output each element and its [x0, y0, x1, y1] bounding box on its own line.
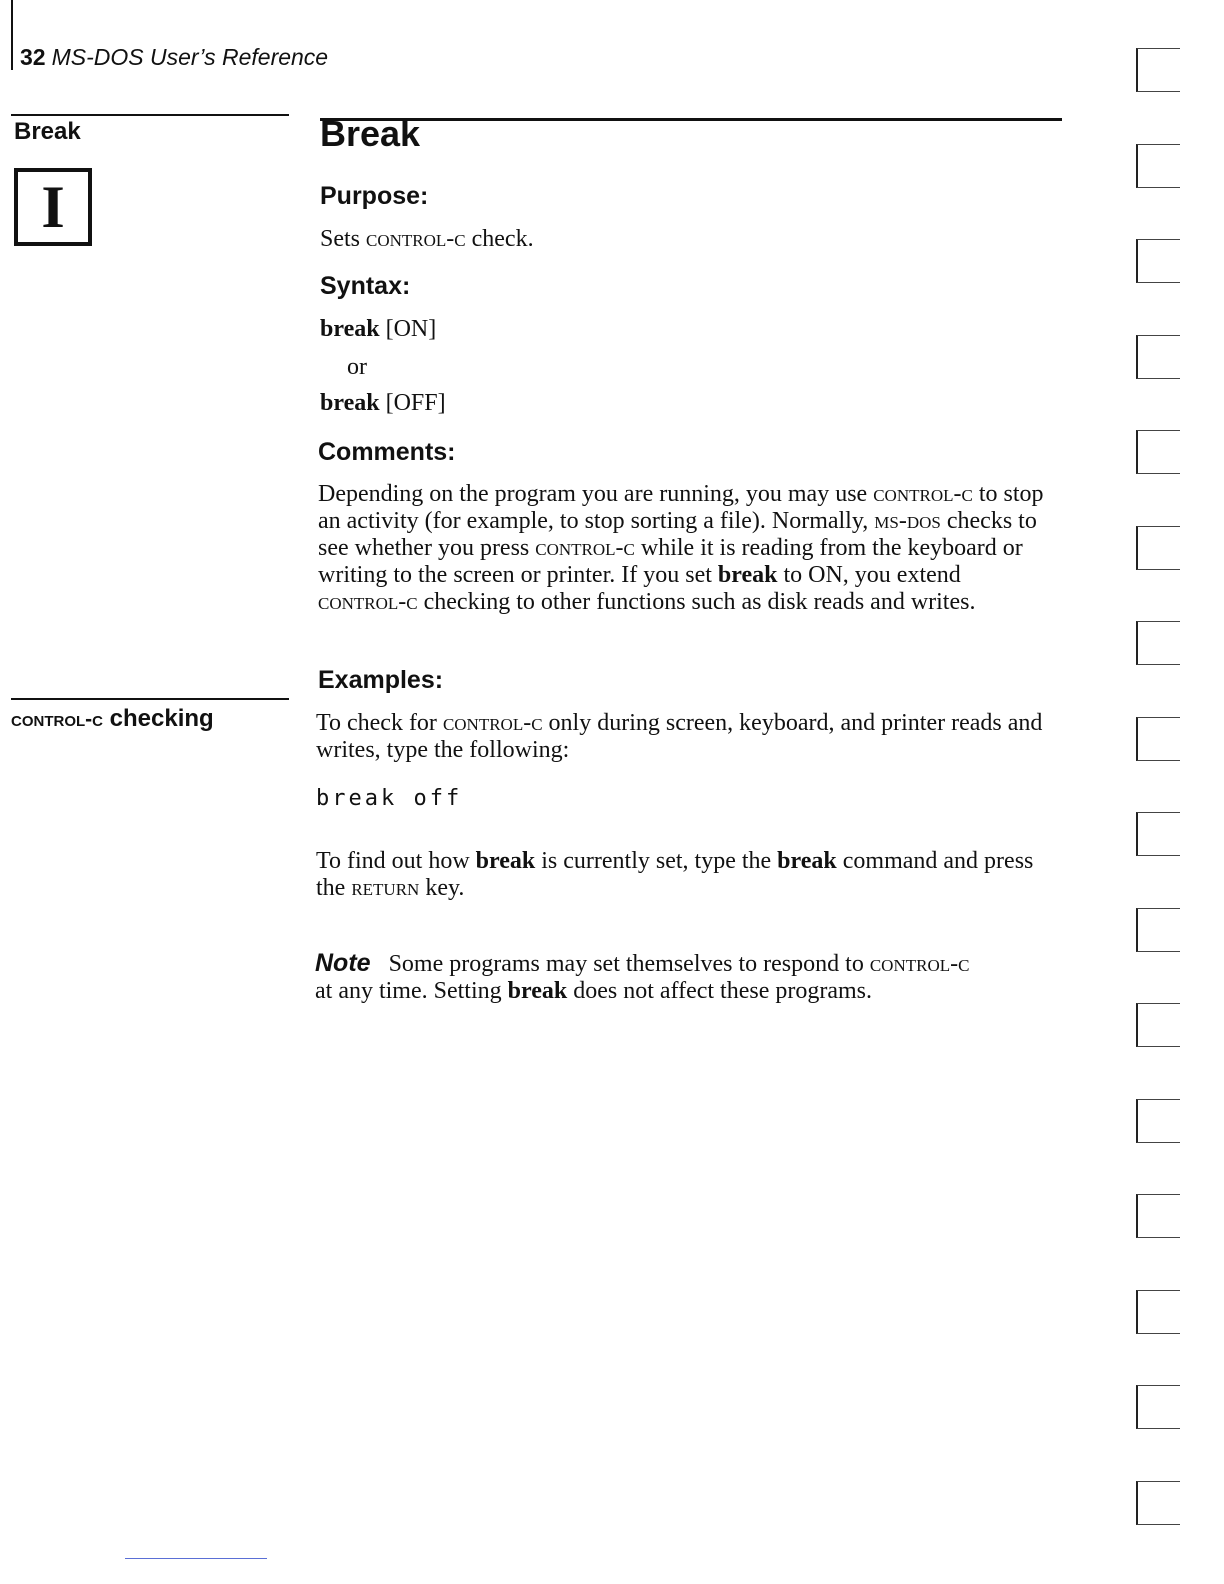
- binder-tab-mark: [1136, 1003, 1180, 1047]
- purpose-text: Sets control-c check.: [320, 226, 534, 252]
- binder-tab-mark: [1136, 1194, 1180, 1238]
- sidebar-control-c-sc: control-c: [11, 708, 103, 731]
- binder-tab-mark: [1136, 239, 1180, 283]
- part-marker-box: [14, 168, 92, 246]
- binder-tab-mark: [1136, 1099, 1180, 1143]
- binder-tab-mark: [1136, 1385, 1180, 1429]
- sidebar-break-label: Break: [14, 118, 81, 145]
- examples-heading: Examples:: [318, 666, 444, 694]
- binder-tab-mark: [1136, 144, 1180, 188]
- syntax-or: or: [347, 354, 367, 380]
- binder-tab-mark: [1136, 908, 1180, 952]
- sidebar-rule: [11, 698, 289, 700]
- syntax-line-off: break [OFF]: [320, 390, 446, 416]
- binder-tab-mark: [1136, 430, 1180, 474]
- binder-tab-mark: [1136, 1290, 1180, 1334]
- running-head: [20, 44, 328, 71]
- sidebar-control-c-rest: checking: [102, 705, 214, 732]
- sidebar-control-c-label: [11, 705, 214, 733]
- binder-tab-mark: [1136, 526, 1180, 570]
- note-text: Note Some programs may set themselves to respond to control-c at any time. Setting break does not affect these programs.: [315, 949, 970, 1004]
- page-edge-line: [11, 0, 13, 70]
- syntax-line-on: break [ON]: [320, 316, 437, 342]
- sidebar-rule: [11, 114, 289, 116]
- part-marker: I: [41, 174, 65, 240]
- code-example: break off: [316, 786, 463, 811]
- binder-tab-mark: [1136, 48, 1180, 92]
- bottom-scan-line: [125, 1558, 267, 1559]
- binder-tab-mark: [1136, 621, 1180, 665]
- binder-tab-mark: [1136, 717, 1180, 761]
- page-number: 32: [20, 44, 46, 70]
- comments-text: Depending on the program you are running, you may use control-c to stop an activity (for example, to stop sorting a file). Normally, ms-dos checks to see whether you press control-c while it is reading from the keyboard or writing to the screen or printer. If you set break to ON, you extend control-c checking to other functions such as disk reads and writes.: [318, 481, 1044, 615]
- find-setting-text: To find out how break is currently set, type the break command and press the return key.: [316, 848, 1034, 901]
- title-rule: [320, 118, 1062, 121]
- syntax-heading: Syntax:: [320, 272, 411, 300]
- binder-tab-mark: [1136, 812, 1180, 856]
- purpose-heading: Purpose:: [320, 182, 429, 210]
- page-title: Break: [320, 113, 421, 154]
- examples-text: To check for control-c only during screen, keyboard, and printer reads and writes, type the following:: [316, 710, 1043, 763]
- note-label: Note: [315, 949, 371, 977]
- binder-tab-mark: [1136, 1481, 1180, 1525]
- comments-heading: Comments:: [318, 438, 456, 466]
- binder-tab-mark: [1136, 335, 1180, 379]
- running-head-title: MS-DOS User’s Reference: [51, 44, 329, 70]
